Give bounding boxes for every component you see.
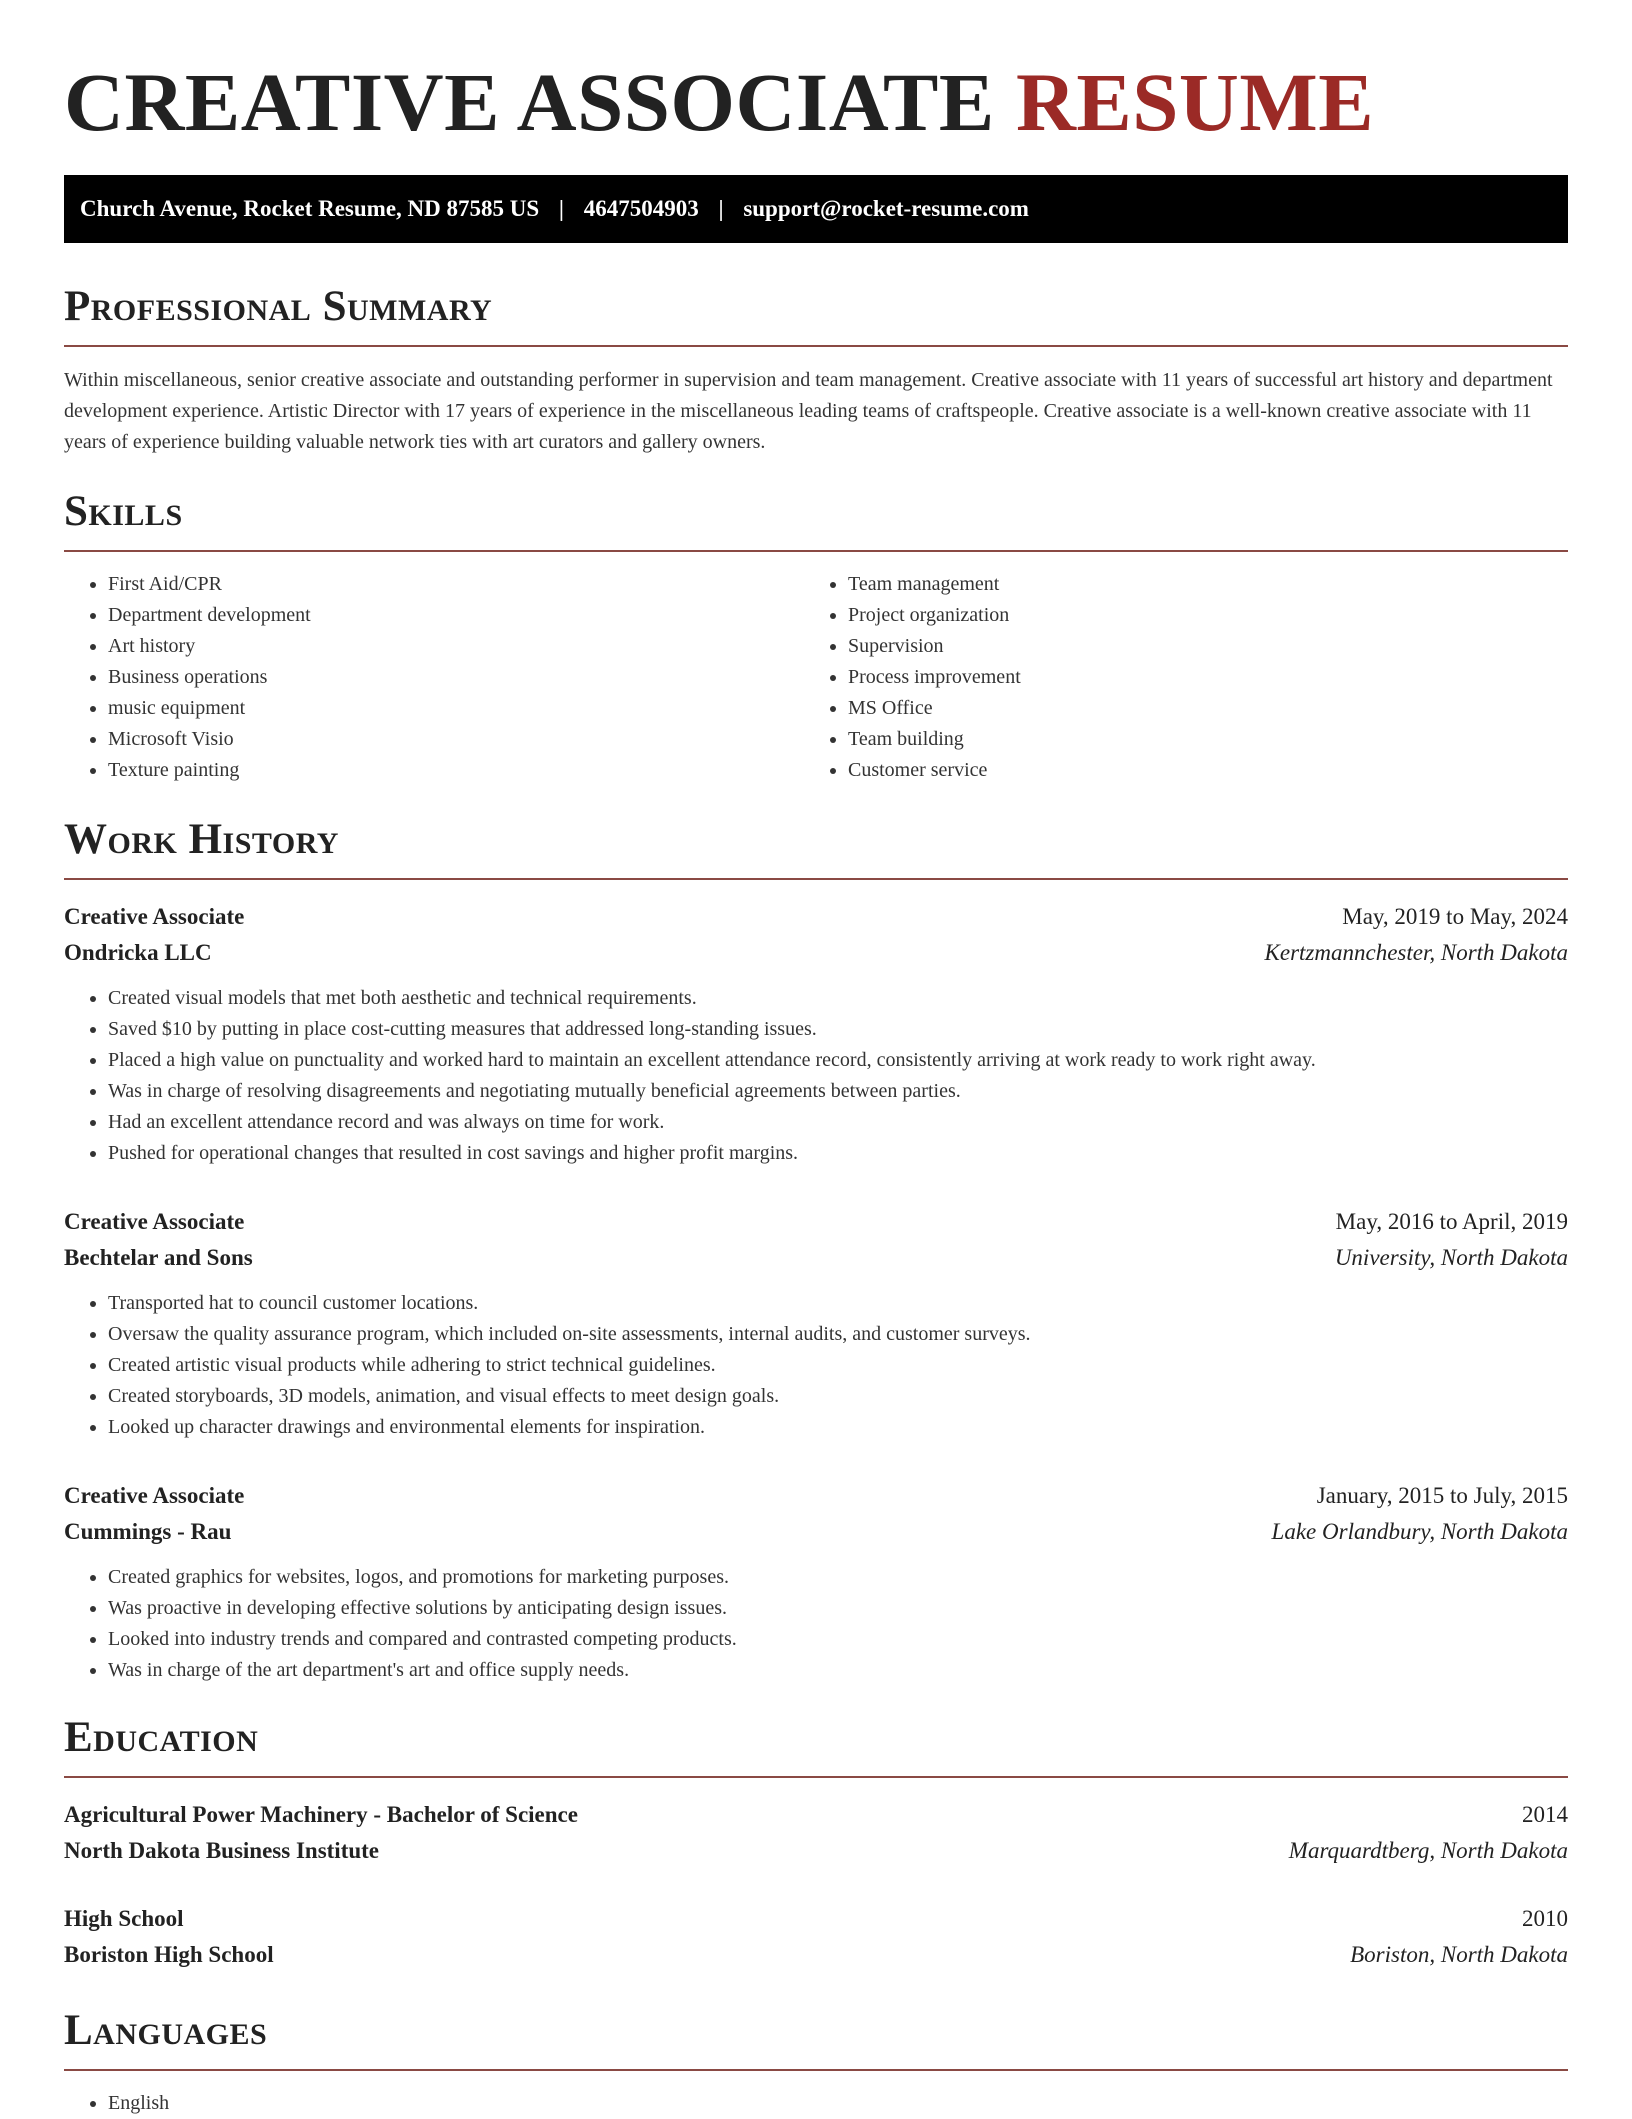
section-heading-education: Education [64,1714,259,1761]
skills-list-left [64,569,804,786]
job-company: Cummings - Rau [64,1519,232,1544]
job-bullets [64,1562,1568,1686]
contact-separator: | [558,196,564,221]
section-heading-skills: Skills [64,488,183,535]
title-main: CREATIVE ASSOCIATE [64,56,995,148]
job-dates: May, 2016 to April, 2019 [1335,1209,1568,1234]
education-school: North Dakota Business Institute [64,1838,380,1863]
skill-item: • Supervision [848,631,1544,662]
job-dates: January, 2015 to July, 2015 [1316,1483,1568,1508]
job-company: Bechtelar and Sons [64,1245,253,1270]
job-title: Creative Associate [64,1209,245,1234]
language-item: • English [108,2088,1568,2119]
section-divider [64,345,1568,347]
job-bullet: • Was proactive in developing effective solutions by anticipating design issues. [108,1593,1568,1624]
education-year: 2010 [1522,1906,1568,1931]
job-entry [64,1204,1568,1443]
section-divider [64,2069,1568,2071]
job-bullet: • Created artistic visual products while adhering to strict technical guidelines. [108,1350,1568,1381]
skills-list-right [804,569,1544,786]
job-bullet: • Saved $10 by putting in place cost-cutting measures that addressed long-standing issues. [108,1014,1568,1045]
education-entry [64,1797,1568,1869]
job-bullets [64,983,1568,1169]
education-degree: High School [64,1906,184,1931]
skills-section [64,486,1568,786]
job-title-row [64,1204,1568,1240]
education-section [64,1712,1568,1973]
title-accent: RESUME [1015,56,1375,148]
contact-separator: | [718,196,724,221]
job-location: Kertzmannchester, North Dakota [1264,940,1568,965]
job-bullet: • Created storyboards, 3D models, animation, and visual effects to meet design goals. [108,1381,1568,1412]
skills-columns [64,569,1568,786]
job-bullet: • Was in charge of the art department's art and office supply needs. [108,1655,1568,1686]
skill-item: • MS Office [848,693,1544,724]
job-title-row [64,1478,1568,1514]
skill-item: • Art history [108,631,804,662]
skill-item: • First Aid/CPR [108,569,804,600]
job-bullet: • Was in charge of resolving disagreements and negotiating mutually beneficial agreements between parties. [108,1076,1568,1107]
skill-item: • Business operations [108,662,804,693]
languages-list [64,2088,1568,2119]
job-company-row [64,1240,1568,1276]
education-degree-row [64,1797,1568,1833]
section-heading-languages: Languages [64,2007,268,2054]
job-bullet: • Created visual models that met both aesthetic and technical requirements. [108,983,1568,1014]
job-title: Creative Associate [64,904,245,929]
job-bullet: • Placed a high value on punctuality and worked hard to maintain an excellent attendance record, consistently arriving at work ready to work right away. [108,1045,1568,1076]
section-heading-summary: Professional Summary [64,283,493,330]
job-bullet: • Had an excellent attendance record and was always on time for work. [108,1107,1568,1138]
languages-section [64,2005,1568,2119]
job-bullet: • Oversaw the quality assurance program, which included on-site assessments, internal audits, and customer surveys. [108,1319,1568,1350]
education-degree: Agricultural Power Machinery - Bachelor of Science [64,1802,578,1827]
contact-address: Church Avenue, Rocket Resume, ND 87585 US [80,196,540,221]
skill-item: • Team building [848,724,1544,755]
job-company-row [64,1514,1568,1550]
resume-title [64,0,1568,152]
education-year: 2014 [1522,1802,1568,1827]
education-location: Marquardtberg, North Dakota [1288,1838,1568,1863]
job-title-row [64,899,1568,935]
job-entry [64,899,1568,1169]
job-bullet: • Looked up character drawings and environmental elements for inspiration. [108,1412,1568,1443]
summary-text: Within miscellaneous, senior creative associate and outstanding performer in supervision and team management. Creative associate with 11 years of successful art history and department development experience. Artistic Director with 17 years of experience in the miscellaneous leading teams of craftspeople. Creative associate is a well-known creative associate with 11 years of experience building valuable network ties with art curators and gallery owners. [64,369,1553,453]
skill-item: • Department development [108,600,804,631]
contact-bar [64,175,1568,243]
skill-item: • Texture painting [108,755,804,786]
job-entry [64,1478,1568,1686]
education-entry [64,1901,1568,1973]
job-company: Ondricka LLC [64,940,212,965]
section-divider [64,878,1568,880]
job-bullet: • Created graphics for websites, logos, and promotions for marketing purposes. [108,1562,1568,1593]
job-bullets [64,1288,1568,1443]
job-bullet: • Pushed for operational changes that resulted in cost savings and higher profit margins. [108,1138,1568,1169]
skill-item: • Microsoft Visio [108,724,804,755]
job-location: Lake Orlandbury, North Dakota [1271,1519,1568,1544]
job-company-row [64,935,1568,971]
summary-section [64,281,1568,458]
work-history-section [64,814,1568,1686]
education-degree-row [64,1901,1568,1937]
section-divider [64,1776,1568,1778]
skill-item: • music equipment [108,693,804,724]
skill-item: • Process improvement [848,662,1544,693]
job-bullet: • Transported hat to council customer locations. [108,1288,1568,1319]
education-school: Boriston High School [64,1942,274,1967]
education-school-row [64,1833,1568,1869]
contact-email: support@rocket-resume.com [743,196,1029,221]
contact-phone: 4647504903 [583,196,699,221]
skill-item: • Project organization [848,600,1544,631]
education-school-row [64,1937,1568,1973]
job-title: Creative Associate [64,1483,245,1508]
job-bullet: • Looked into industry trends and compared and contrasted competing products. [108,1624,1568,1655]
job-location: University, North Dakota [1334,1245,1568,1270]
section-heading-work-history: Work History [64,816,339,863]
job-dates: May, 2019 to May, 2024 [1342,904,1568,929]
education-location: Boriston, North Dakota [1350,1942,1568,1967]
section-divider [64,550,1568,552]
skill-item: • Customer service [848,755,1544,786]
skill-item: • Team management [848,569,1544,600]
